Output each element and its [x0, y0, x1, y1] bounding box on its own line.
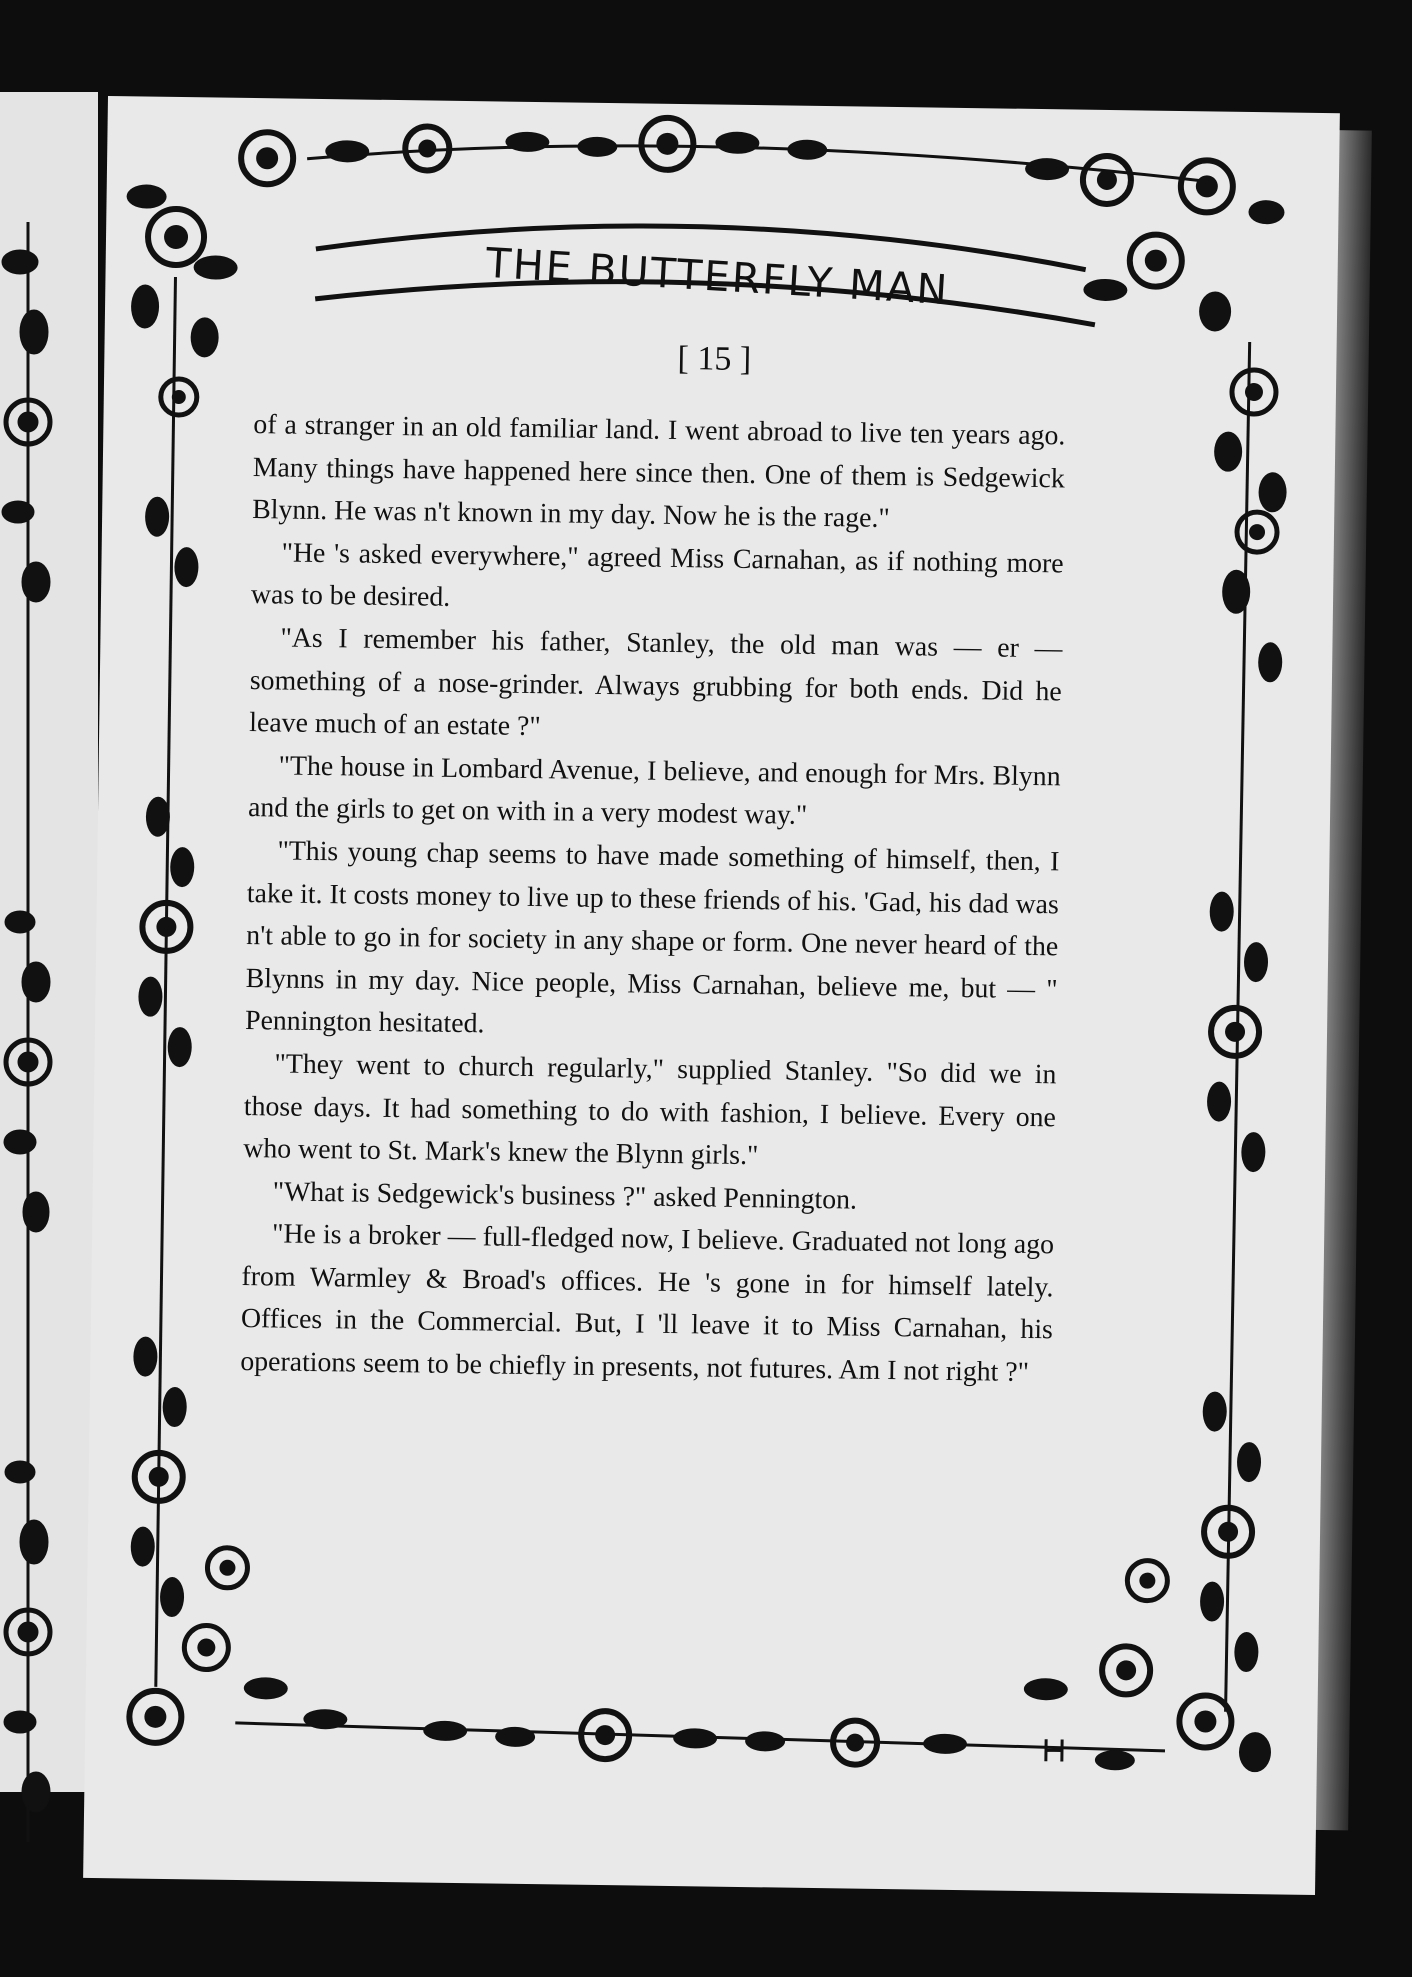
running-head: THE BUTTERFLY MAN	[484, 238, 951, 315]
paragraph: "The house in Lombard Avenue, I believe, and enough for Mrs. Blynn and the girls to get on with in a very modest way."	[247, 750, 1061, 832]
paragraph: "He 's asked everywhere," agreed Miss Carnahan, as if nothing more was to be desired.	[250, 537, 1064, 614]
book-page	[83, 96, 1340, 1895]
facing-page	[0, 92, 98, 1792]
facing-page-floral-border	[0, 222, 70, 1842]
paragraph: "He is a broker — full-fledged now, I believe. Graduated not long ago from Warmley & Broad's offices. He 's gone in for himself lately. Offices in the Commercial. But, I 'll leave it to Miss Carnahan, his operations seem to be chiefly in presents, not futures. Am I not right ?"	[240, 1218, 1055, 1389]
page-body-text	[240, 404, 1066, 1395]
paragraph: of a stranger in an old familiar land. I went abroad to live ten years ago. Many things have happened here since then. One of them is Sedgewick Blynn. He was n't known in my day. Now he is the rage."	[252, 409, 1066, 535]
paragraph: "As I remember his father, Stanley, the old man was — er — something of a nose-grinder. Always grubbing for both ends. Did he leave much of an estate ?"	[249, 622, 1063, 743]
paragraph: "This young chap seems to have made something of himself, then, I take it. It costs money to live up to these friends of his. 'Gad, his dad was n't able to go in for society in any shape or form. One never heard of the Blynns in my day. Nice people, Miss Carnahan, believe me, but — " Pennington hesitated.	[244, 835, 1060, 1040]
illustrator-monogram	[1040, 1735, 1070, 1765]
paragraph: "What is Sedgewick's business ?" asked Pennington.	[272, 1176, 858, 1216]
paragraph: "They went to church regularly," supplied Stanley. "So did we in those days. It had something to do with fashion, I believe. Every one who went to St. Mark's knew the Blynn girls."	[243, 1048, 1057, 1172]
page-number: [ 15 ]	[677, 339, 752, 379]
